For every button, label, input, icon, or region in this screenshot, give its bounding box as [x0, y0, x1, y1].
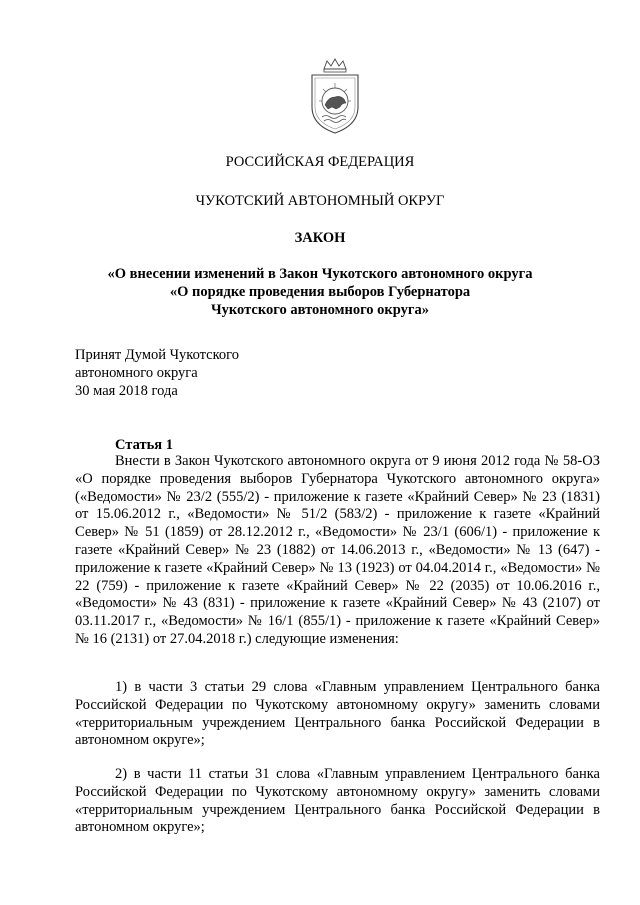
article-1-intro: [75, 453, 600, 649]
article-1-title: Статья 1: [115, 437, 173, 453]
article-1-item-2: [75, 766, 600, 837]
article-1-intro-text: Внести в Закон Чукотского автономного округа от 9 июня 2012 года № 58-ОЗ «О порядке проведения выборов Губернатора Чукотского автономного округа» («Ведомости» № 23/2 (555/2) - приложение к газете «Крайний Север» № 23 (1831) от 15.06.2012 г., «Ведомости» № 51/2 (583/2) - приложение к газете «Крайний Север» № 51 (1859) от 28.12.2012 г., «Ведомости» № 23/1 (606/1) - приложение к газете «Крайний Север» № 23 (1882) от 14.06.2013 г., «Ведомости» № 13 (647) - приложение к газете «Крайний Север» № 13 (1923) от 04.04.2014 г., «Ведомости» № 22 (759) - приложение к газете «Крайний Север» № 22 (2035) от 10.06.2016 г., «Ведомости» № 43 (831) - приложение к газете «Крайний Север» № 43 (2107) от 03.11.2017 г., «Ведомости» № 16/1 (855/1) - приложение к газете «Крайний Север» № 16 (2131) от 27.04.2018 г.) следующие изменения:: [75, 453, 600, 647]
article-1-item-2-text: 2) в части 11 статьи 31 слова «Главным управлением Центрального банка Российской Федерации по Чукотскому автономному округу» заменить словами «территориальным учреждением Центрального банка Российской Федерации в автономном округе»;: [75, 766, 600, 836]
law-title-line-1: «О внесении изменений в Закон Чукотского автономного округа: [107, 266, 533, 282]
chukotka-coat-of-arms-icon: [300, 57, 370, 137]
article-1-item-1-text: 1) в части 3 статьи 29 слова «Главным управлением Центрального банка Российской Федерации по Чукотскому автономному округу» заменить словами «территориальным учреждением Центрального банка Российской Федерации в автономном округе»;: [75, 679, 600, 749]
adoption-info: [75, 347, 239, 400]
article-1-item-1: [75, 679, 600, 750]
law-title-line-3: Чукотского автономного округа»: [211, 302, 429, 318]
document-type-heading: ЗАКОН: [294, 230, 346, 246]
adoption-line-1: Принят Думой Чукотского: [75, 347, 240, 363]
adoption-date: 30 мая 2018 года: [75, 382, 178, 399]
adoption-line-2: автономного округа: [75, 364, 198, 381]
law-title-line-2: «О порядке проведения выборов Губернатора: [169, 284, 471, 300]
country-heading: РОССИЙСКАЯ ФЕДЕРАЦИЯ: [225, 154, 415, 170]
region-heading: ЧУКОТСКИЙ АВТОНОМНЫЙ ОКРУГ: [195, 193, 445, 209]
